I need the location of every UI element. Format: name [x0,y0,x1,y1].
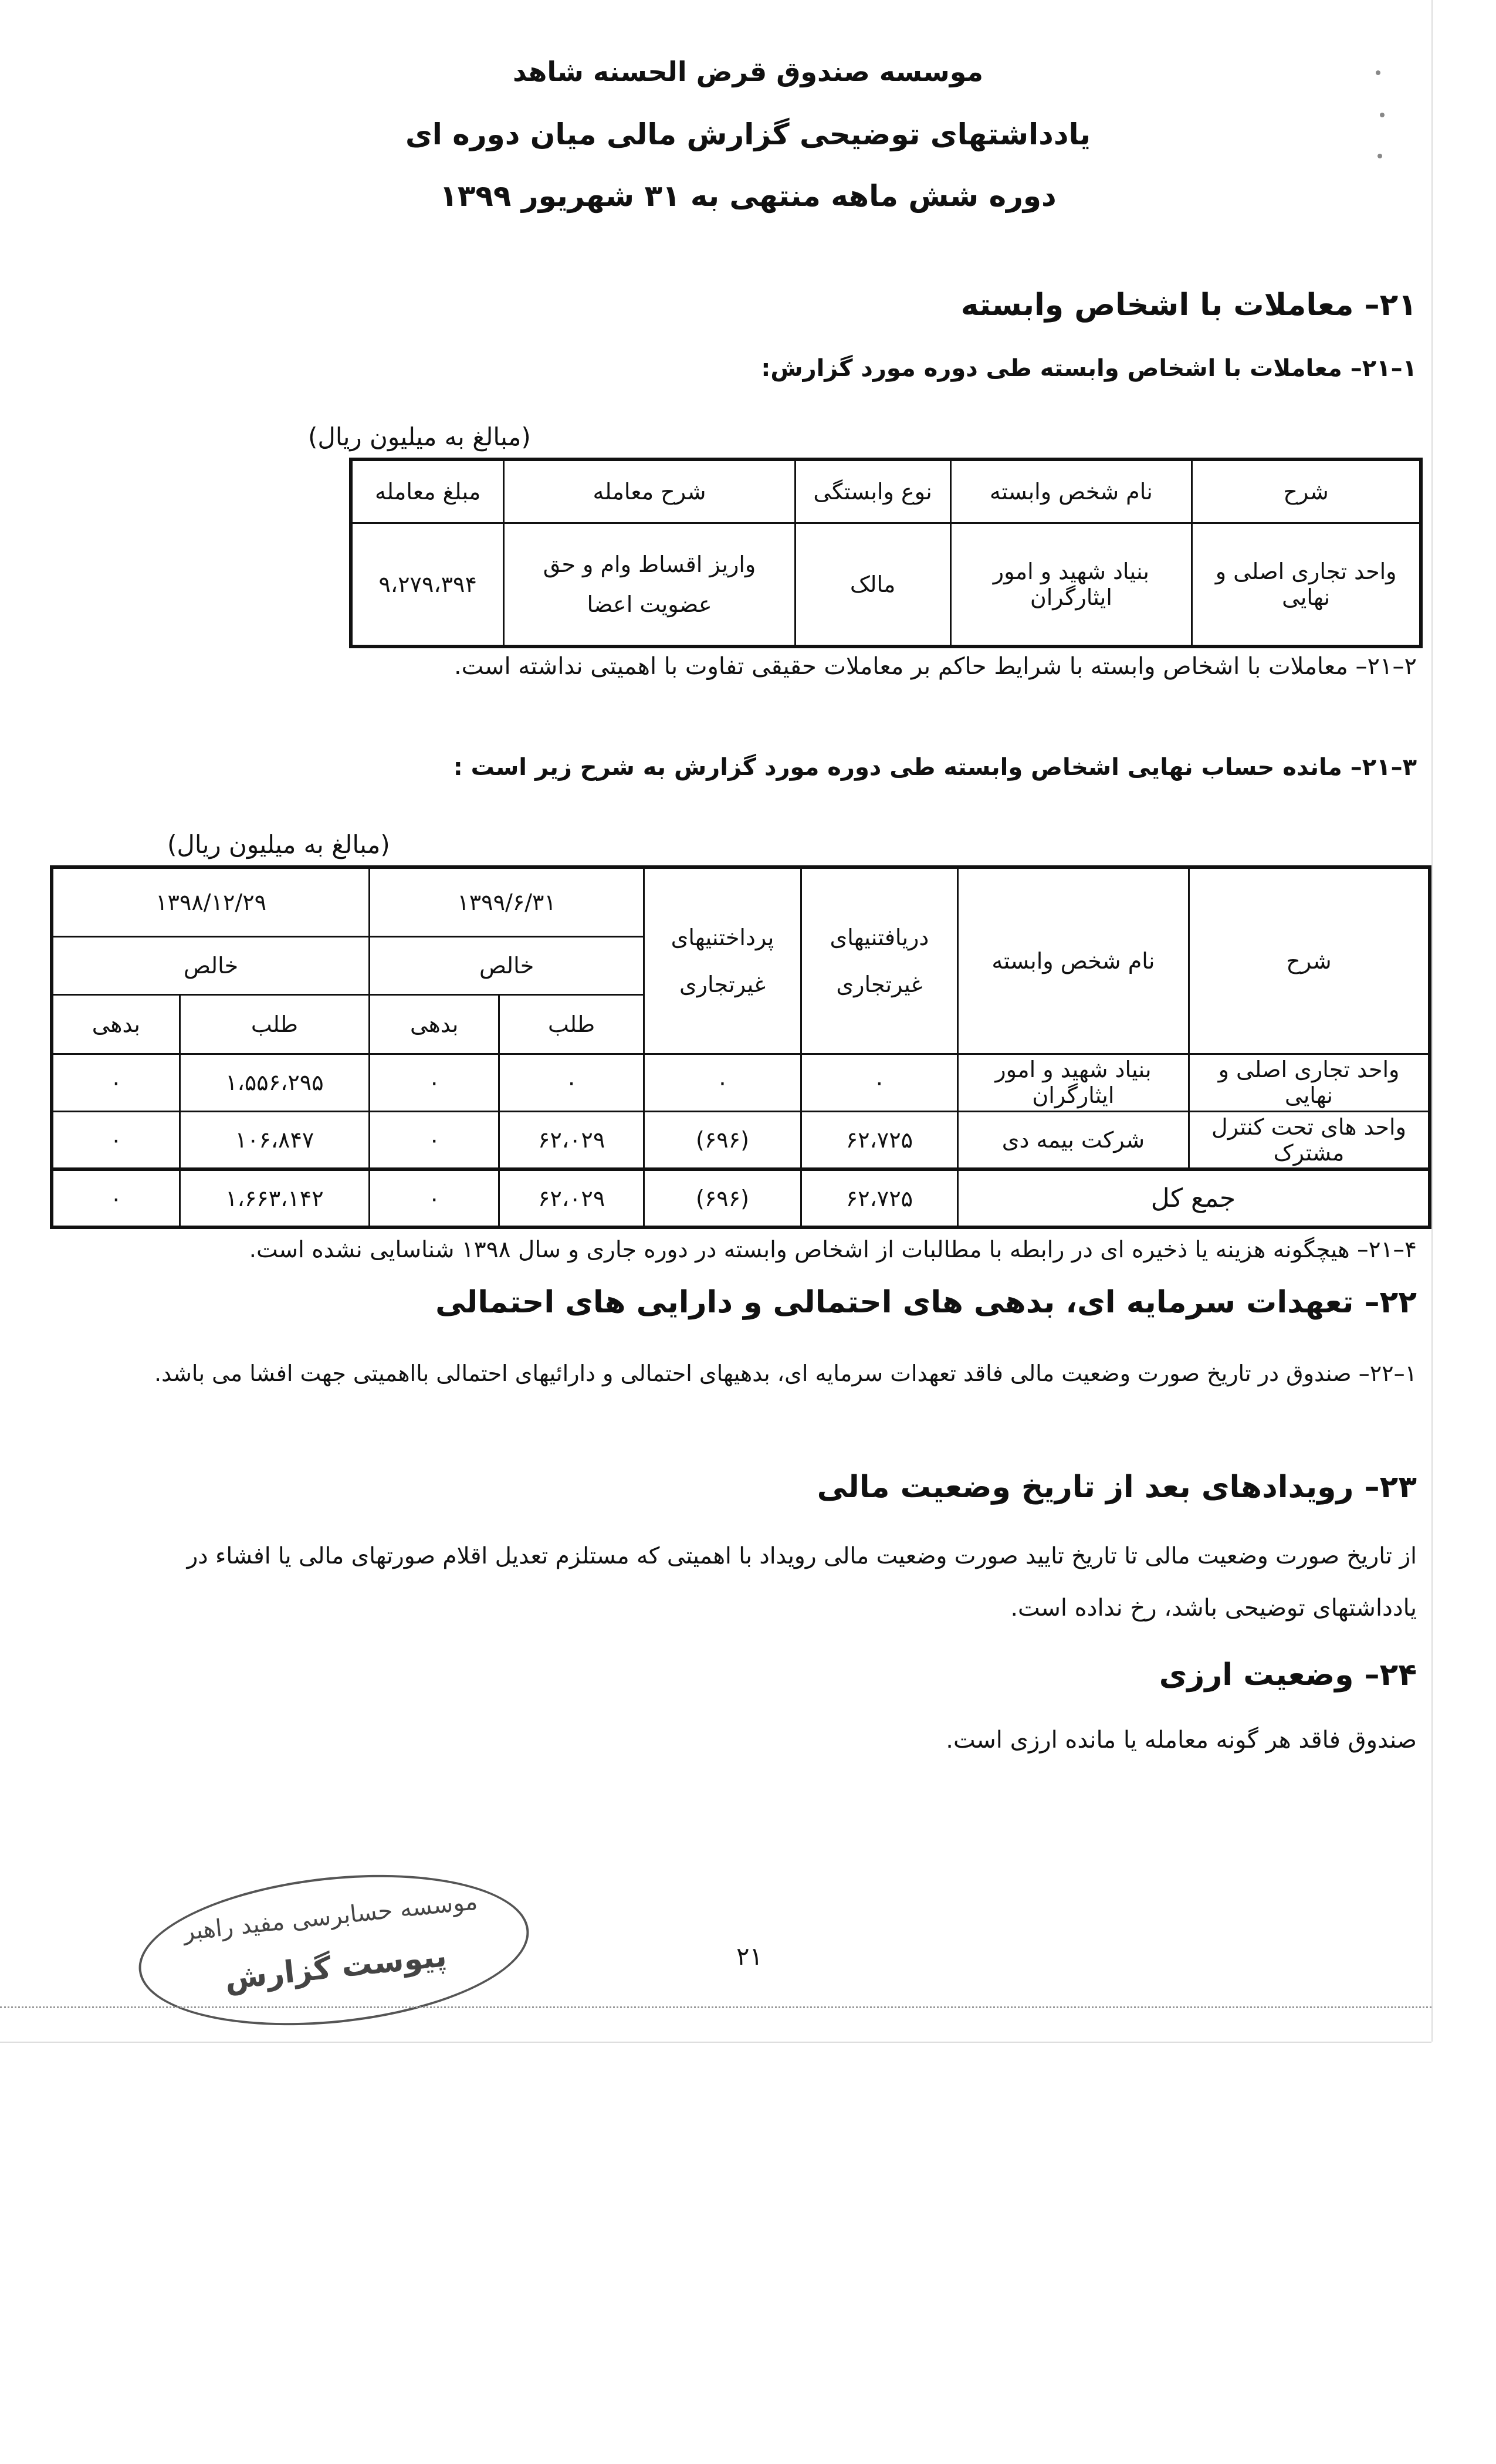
cell-desc: واحد تجاری اصلی و نهایی [1192,523,1421,647]
col-credit-1398: طلب [180,994,369,1054]
cell-total-credit-1398: ۱،۶۶۳،۱۴۲ [180,1169,369,1227]
section-21-4-text: ۴–۲۱– هیچگونه هزینه یا ذخیره ای در رابطه با مطالبات از اشخاص وابسته در دوره جاری و سال ۱۳۹۸ شناسایی نشده است. [249,1237,1417,1263]
section-23-line-1: از تاریخ صورت وضعیت مالی تا تاریخ تایید صورت وضعیت مالی رویداد با اهمیتی که مستلزم تعدیل اقلام صورتهای مالی یا افشاء در [187,1543,1417,1569]
section-23-line-2: یادداشتهای توضیحی باشد، رخ نداده است. [1010,1595,1417,1622]
cell-credit-1399: ۰ [499,1054,644,1112]
cell-transaction-desc: واریز اقساط وام و حق عضویت اعضا [504,523,795,647]
col-amount: مبلغ معامله [351,459,504,523]
section-23-heading: ۲۳– رویدادهای بعد از تاریخ وضعیت مالی [817,1470,1417,1505]
cell-relation-type: مالک [795,523,950,647]
col-payables: پرداختنیهای غیرتجاری [644,867,801,1054]
cell-total-receivables: ۶۲،۷۲۵ [801,1169,957,1227]
col-credit-1399: طلب [499,994,644,1054]
cell-debit-1399: ۰ [370,1054,499,1112]
cell-payables: (۶۹۶) [644,1112,801,1170]
col-desc: شرح [1192,459,1421,523]
cell-payables: ۰ [644,1054,801,1112]
col-debit-1398: بدهی [52,994,180,1054]
section-22-1-text: ۱–۲۲– صندوق در تاریخ صورت وضعیت مالی فاقد تعهدات سرمایه ای، بدهیهای احتمالی و دارائیهای احتمالی بااهمیتی جهت افشا می باشد. [154,1360,1417,1386]
report-period: دوره شش ماهه منتهی به ۳۱ شهریور ۱۳۹۹ [439,179,1057,213]
section-21-2-text: ۲–۲۱– معاملات با اشخاص وابسته با شرایط حاکم بر معاملات حقیقی تفاوت با اهمیتی نداشته است. [453,653,1417,680]
net-label-1398: خالص [52,937,370,995]
table-row [351,523,1421,647]
col-relation-type: نوع وابستگی [795,459,950,523]
scan-mark [1377,154,1382,158]
total-row [52,1169,1430,1227]
stamp-line-2: پیوست گزارش [223,1938,449,1997]
table-header-row [351,459,1421,523]
scan-mark [1380,113,1385,117]
auditor-stamp [131,1857,536,2043]
cell-credit-1398: ۱۰۶،۸۴۷ [180,1112,369,1170]
section-22-heading: ۲۲– تعهدات سرمایه ای، بدهی های احتمالی و دارایی های احتمالی [435,1285,1417,1320]
col-related-party: نام شخص وابسته [957,867,1189,1054]
scan-edge-line [0,2006,1431,2008]
section-24-heading: ۲۴– وضعیت ارزی [1159,1657,1417,1693]
balances-table [50,865,1431,1229]
col-desc: شرح [1189,867,1430,1054]
col-date-1398: ۱۳۹۸/۱۲/۲۹ [52,867,370,937]
col-related-party: نام شخص وابسته [950,459,1192,523]
cell-desc: واحد های تحت کنترل مشترک [1189,1112,1430,1170]
cell-related-party: بنیاد شهید و امور ایثارگران [957,1054,1189,1112]
cell-amount: ۹،۲۷۹،۳۹۴ [351,523,504,647]
col-receivables: دریافتنیهای غیرتجاری [801,867,957,1054]
cell-credit-1398: ۱،۵۵۶،۲۹۵ [180,1054,369,1112]
unit-note-1: (مبالغ به میلیون ریال) [308,422,531,451]
cell-credit-1399: ۶۲،۰۲۹ [499,1112,644,1170]
cell-receivables: ۶۲،۷۲۵ [801,1112,957,1170]
org-name: موسسه صندوق قرض الحسنه شاهد [512,56,984,87]
cell-total-debit-1398: ۰ [52,1169,180,1227]
section-21-heading: ۲۱– معاملات با اشخاص وابسته [960,287,1417,323]
cell-total-debit-1399: ۰ [370,1169,499,1227]
page-number: ۲۱ [736,1942,763,1971]
cell-debit-1398: ۰ [52,1112,180,1170]
transactions-table [349,458,1423,648]
cell-total-label: جمع کل [957,1169,1430,1227]
cell-total-payables: (۶۹۶) [644,1169,801,1227]
stamp-line-1: موسسه حسابرسی مفید راهبر [182,1888,479,1946]
section-24-text: صندوق فاقد هر گونه معامله یا مانده ارزی است. [946,1727,1417,1754]
report-title: یادداشتهای توضیحی گزارش مالی میان دوره ای [405,117,1091,151]
cell-receivables: ۰ [801,1054,957,1112]
table-row [52,1112,1430,1170]
cell-total-credit-1399: ۶۲،۰۲۹ [499,1169,644,1227]
unit-note-2: (مبالغ به میلیون ریال) [167,830,390,859]
col-debit-1399: بدهی [370,994,499,1054]
page-edge [0,2042,1431,2043]
cell-debit-1399: ۰ [370,1112,499,1170]
page-edge [1431,0,1433,2042]
section-21-3-heading: ۳–۲۱– مانده حساب نهایی اشخاص وابسته طی دوره مورد گزارش به شرح زیر است : [453,754,1417,781]
cell-desc: واحد تجاری اصلی و نهایی [1189,1054,1430,1112]
col-date-1399: ۱۳۹۹/۶/۳۱ [370,867,644,937]
table-row [52,1054,1430,1112]
net-label-1399: خالص [370,937,644,995]
scan-mark [1376,70,1380,75]
col-transaction-desc: شرح معامله [504,459,795,523]
section-21-1-heading: ۱–۲۱– معاملات با اشخاص وابسته طی دوره مورد گزارش: [761,355,1417,382]
cell-debit-1398: ۰ [52,1054,180,1112]
cell-related-party: شرکت بیمه دی [957,1112,1189,1170]
cell-related-party: بنیاد شهید و امور ایثارگران [950,523,1192,647]
